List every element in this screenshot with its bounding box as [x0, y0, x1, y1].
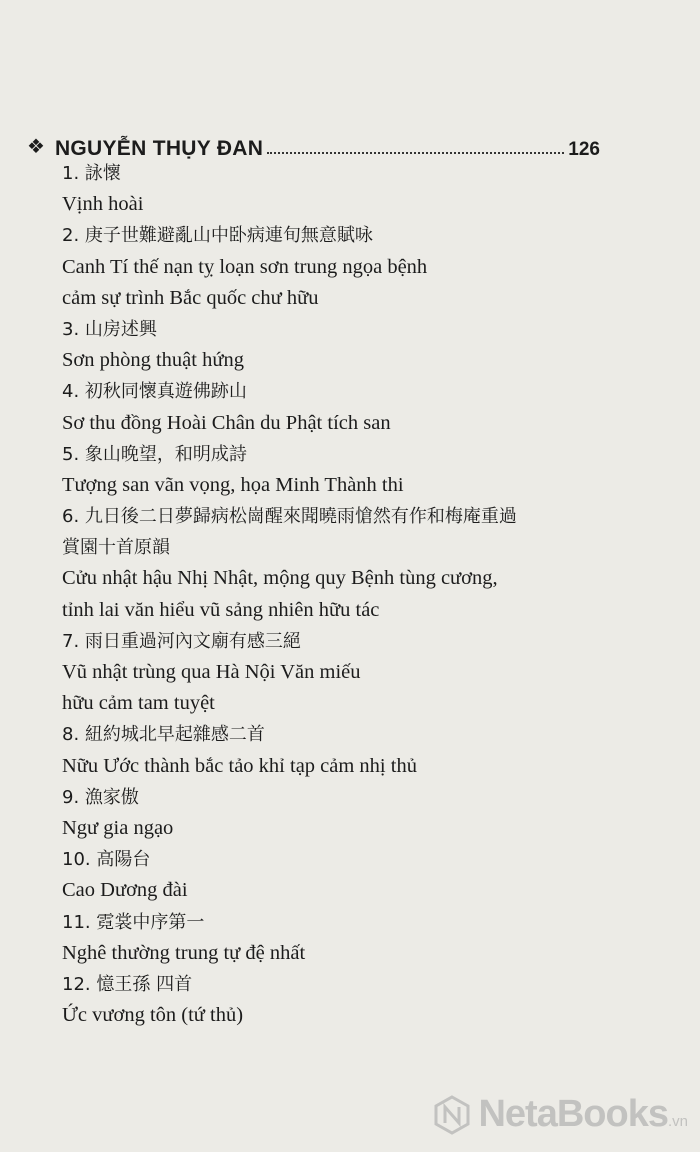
entry-title-han: 3. 山房述興 — [62, 318, 157, 340]
entry-title-han: 5. 象山晚望，和明成詩 — [62, 443, 247, 465]
entry-title-viet: Vũ nhật trùng qua Hà Nội Văn miếu — [62, 661, 361, 683]
entry-title-han: 賞園十首原韻 — [62, 537, 170, 559]
entry-title-viet: cảm sự trình Bắc quốc chư hữu — [62, 286, 319, 309]
toc-entry-list — [62, 158, 642, 1031]
dot-leader — [267, 151, 564, 154]
entry-title-viet: Cửu nhật hậu Nhị Nhật, mộng quy Bệnh tùng cương, — [62, 567, 498, 590]
entry-title-viet: tỉnh lai văn hiểu vũ sảng nhiên hữu tác — [62, 598, 380, 621]
entry-title-viet: Nữu Ước thành bắc tảo khỉ tạp cảm nhị thủ — [62, 754, 417, 777]
entry-title-han: 12. 憶王孫 四首 — [62, 973, 193, 995]
author-name: NGUYỄN THỤY ĐAN — [54, 137, 264, 160]
entry-title-viet: hữu cảm tam tuyệt — [62, 692, 215, 715]
entry-title-viet: Tượng san vãn vọng, họa Minh Thành thi — [62, 473, 404, 496]
watermark-suffix: .vn — [667, 1113, 688, 1130]
entry-title-viet: Cao Dương đài — [62, 879, 188, 902]
entry-title-han: 8. 紐約城北早起雜感二首 — [62, 724, 265, 746]
entry-title-han: 4. 初秋同懷真遊佛跡山 — [62, 381, 247, 403]
page-number: 126 — [568, 139, 600, 160]
entry-title-viet: Canh Tí thế nạn tỵ loạn sơn trung ngọa bệnh — [62, 255, 428, 278]
entry-title-viet: Sơn phòng thuật hứng — [62, 349, 244, 372]
entry-title-viet: Ngư gia ngạo — [62, 816, 174, 839]
diamond-bullet-icon: ❖ — [27, 136, 45, 158]
toc-section-header — [27, 127, 600, 161]
entry-title-han: 10. 高陽台 — [62, 849, 151, 871]
entry-title-viet: Ức vương tôn (tứ thủ) — [62, 1004, 244, 1027]
entry-title-han: 1. 詠懷 — [62, 163, 121, 184]
netabooks-logo-icon — [432, 1095, 472, 1135]
entry-title-viet: Nghê thường trung tự đệ nhất — [62, 941, 306, 964]
entry-title-han: 2. 庚子世難避亂山中卧病連旬無意賦咏 — [62, 225, 373, 247]
entry-title-han: 9. 漁家傲 — [62, 786, 139, 808]
entry-title-viet: Sơ thu đồng Hoài Chân du Phật tích san — [62, 411, 391, 434]
watermark — [432, 1093, 688, 1136]
watermark-brand: NetaBooks — [478, 1093, 668, 1135]
entry-title-han: 11. 霓裳中序第一 — [62, 911, 205, 933]
entry-title-viet: Vịnh hoài — [62, 193, 144, 216]
entry-title-han: 7. 雨日重過河內文廟有感三絕 — [62, 630, 301, 652]
entry-title-han: 6. 九日後二日夢歸病松崗醒來聞曉雨愴然有作和梅庵重過 — [62, 506, 517, 528]
